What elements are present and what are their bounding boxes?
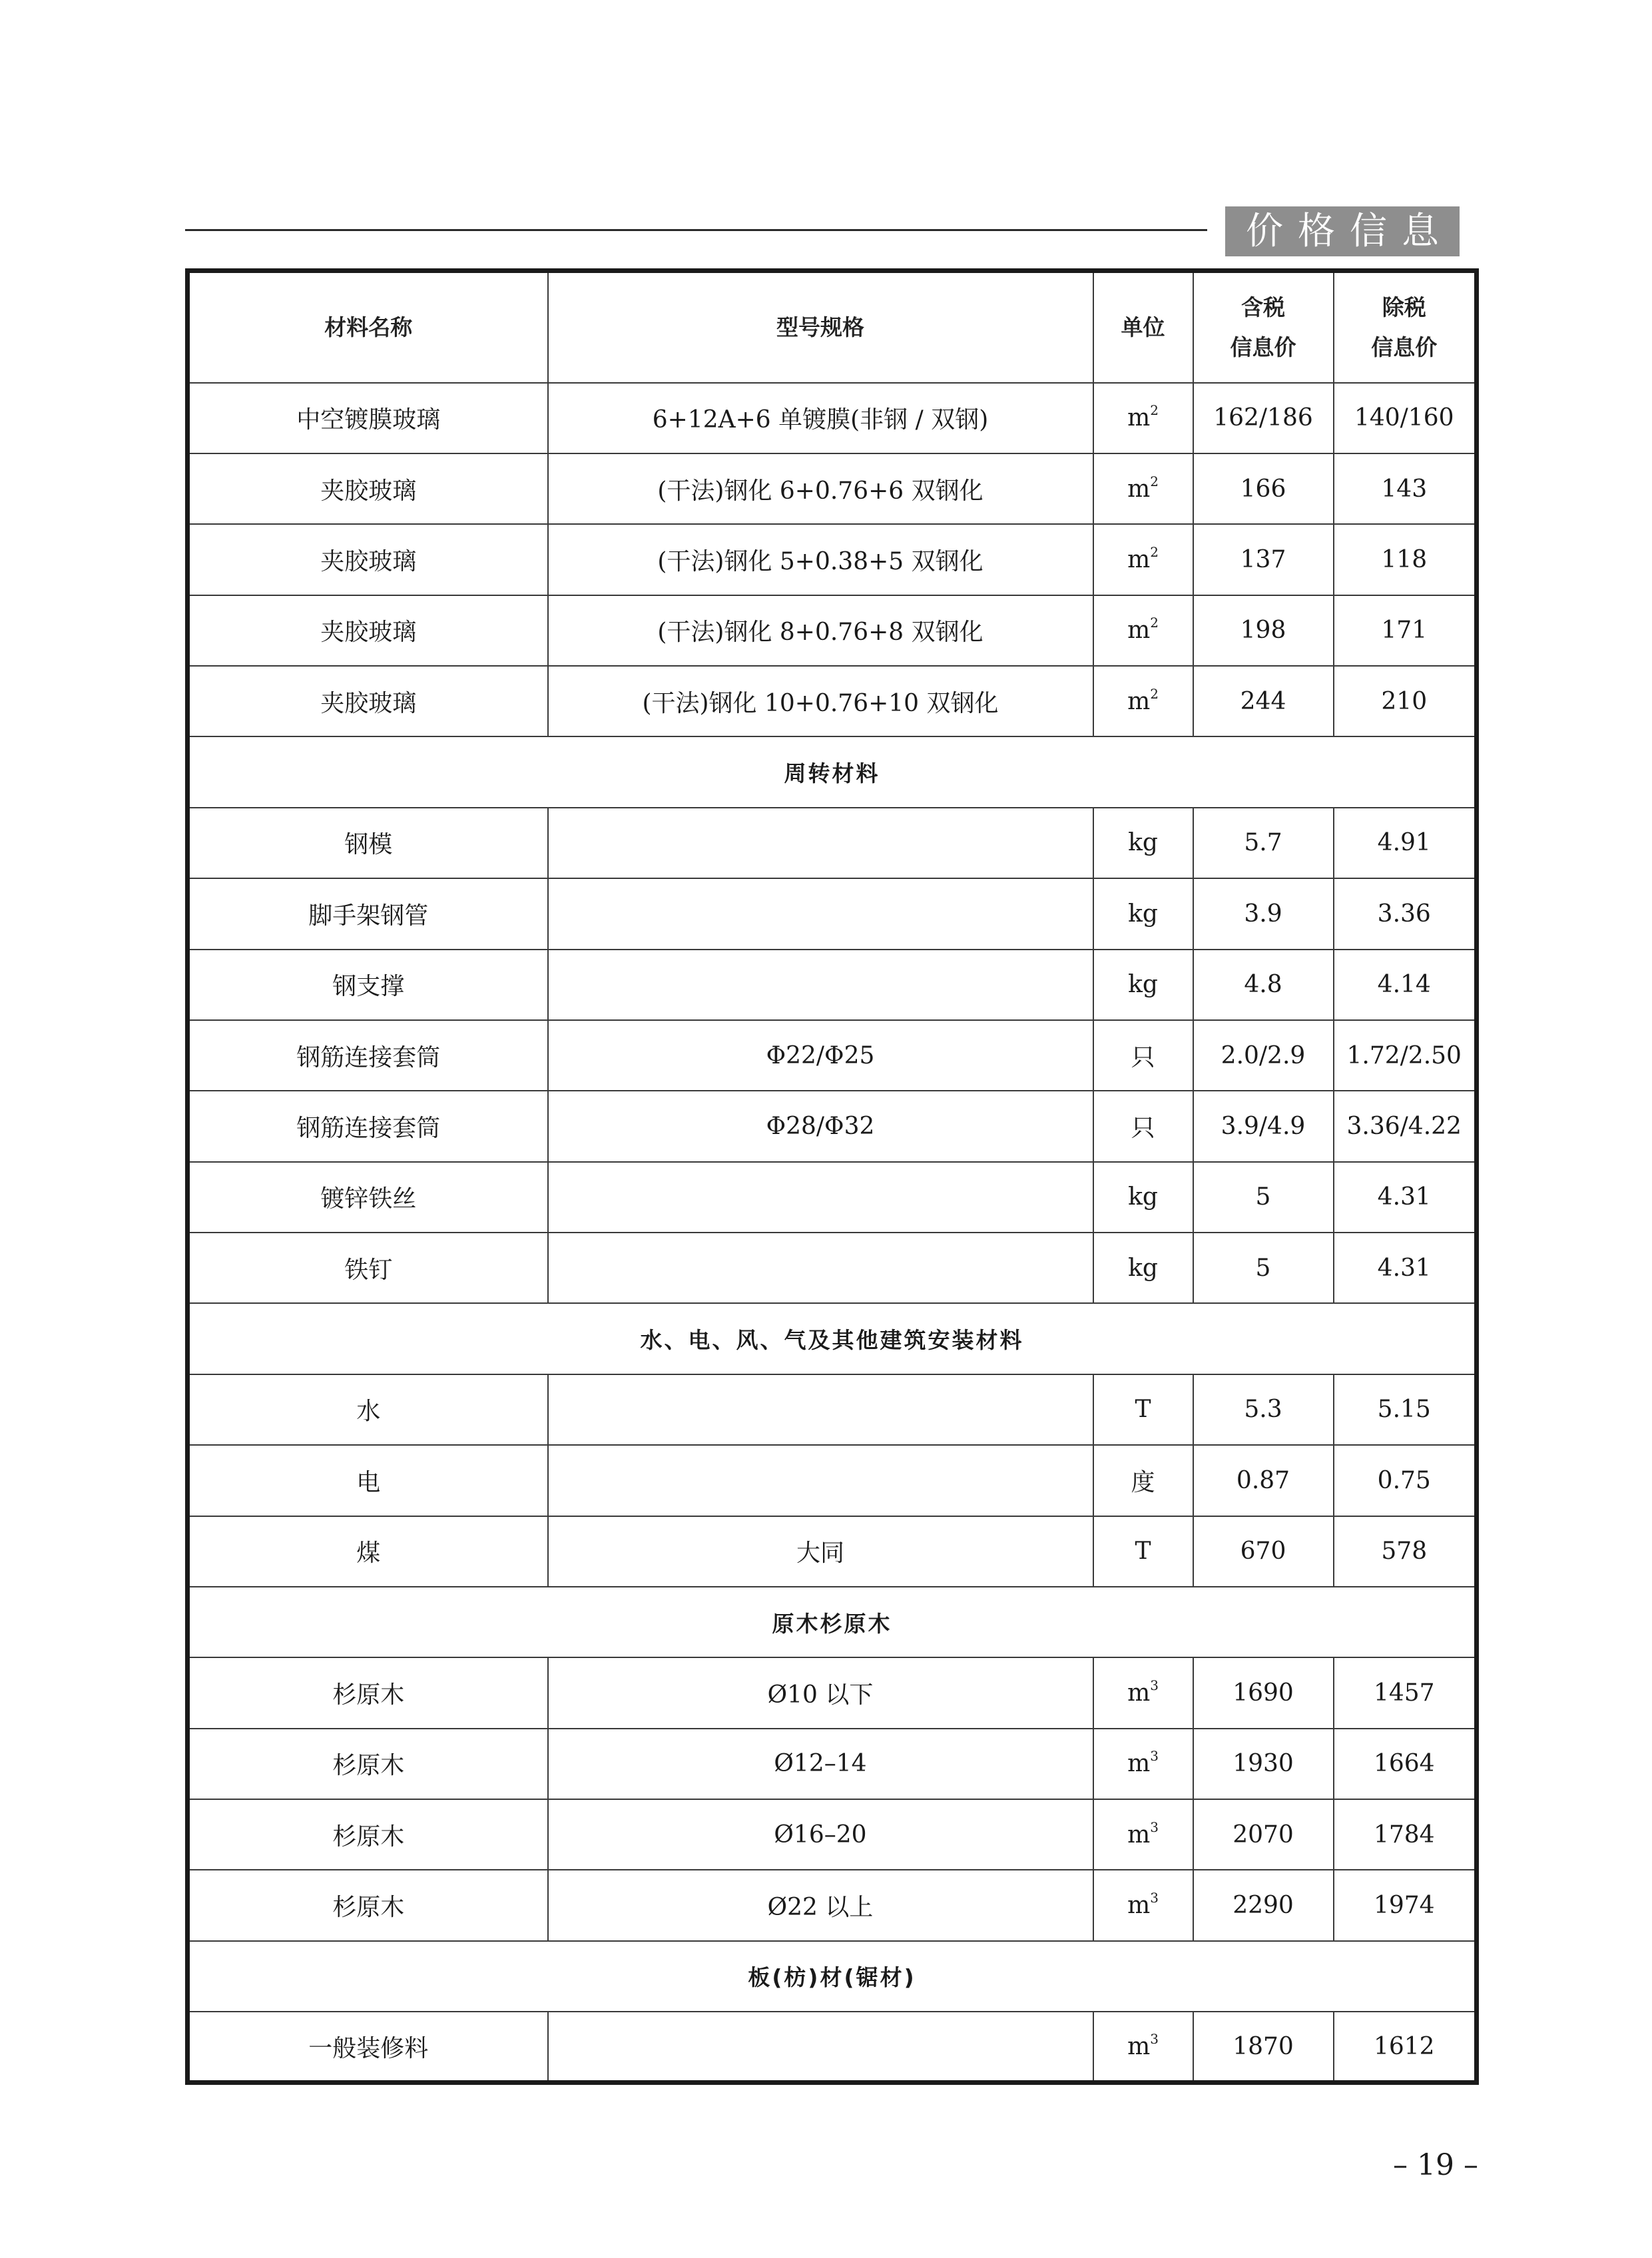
unit-exponent: 3	[1150, 1677, 1159, 1693]
cell-unit	[1093, 1020, 1193, 1091]
section-title: 周转材料	[188, 736, 1477, 807]
table-row	[188, 1516, 1477, 1587]
table-row	[188, 950, 1477, 1020]
table-row	[188, 595, 1477, 666]
section-header-row	[188, 1303, 1477, 1374]
cell-unit	[1093, 595, 1193, 666]
cell-unit	[1093, 453, 1193, 524]
col-header-notax-line2: 信息价	[1371, 334, 1438, 360]
cell-spec	[548, 1374, 1093, 1445]
cell-tax-price: 2.0/2.9	[1193, 1020, 1334, 1091]
unit-base: m	[1127, 1821, 1151, 1848]
cell-notax-price: 1612	[1334, 2012, 1477, 2082]
cell-spec	[548, 1162, 1093, 1233]
table-row	[188, 1870, 1477, 1940]
section-header-row	[188, 1941, 1477, 2012]
cell-unit	[1093, 878, 1193, 949]
table-row	[188, 878, 1477, 949]
cell-tax-price: 670	[1193, 1516, 1334, 1587]
cell-unit	[1093, 1162, 1193, 1233]
table-row	[188, 1091, 1477, 1161]
section-title: 原木杉原木	[188, 1587, 1477, 1657]
cell-spec: (干法)钢化 10+0.76+10 双钢化	[548, 666, 1093, 736]
unit-base: kg	[1128, 1254, 1158, 1282]
cell-spec: Φ22/Φ25	[548, 1020, 1093, 1091]
cell-tax-price: 4.8	[1193, 950, 1334, 1020]
unit-base: kg	[1128, 971, 1158, 999]
cell-unit	[1093, 524, 1193, 595]
cell-material-name: 煤	[188, 1516, 548, 1587]
cell-spec	[548, 878, 1093, 949]
cell-material-name: 夹胶玻璃	[188, 524, 548, 595]
cell-tax-price: 244	[1193, 666, 1334, 736]
cell-material-name: 脚手架钢管	[188, 878, 548, 949]
unit-base: T	[1135, 1538, 1151, 1565]
cell-material-name: 杉原木	[188, 1657, 548, 1728]
table-row	[188, 1657, 1477, 1728]
cell-spec	[548, 808, 1093, 878]
cell-material-name: 中空镀膜玻璃	[188, 383, 548, 453]
cell-unit	[1093, 383, 1193, 453]
section-title: 板(枋)材(锯材)	[188, 1941, 1477, 2012]
cell-spec: 大同	[548, 1516, 1093, 1587]
cell-spec	[548, 950, 1093, 1020]
col-header-notax-price	[1334, 271, 1477, 383]
section-header-row	[188, 1587, 1477, 1657]
cell-notax-price: 1.72/2.50	[1334, 1020, 1477, 1091]
cell-material-name: 镀锌铁丝	[188, 1162, 548, 1233]
unit-base: m	[1127, 1679, 1151, 1707]
cell-notax-price: 4.14	[1334, 950, 1477, 1020]
col-header-tax-line1: 含税	[1241, 294, 1285, 320]
cell-tax-price: 2070	[1193, 1799, 1334, 1870]
cell-tax-price: 1930	[1193, 1729, 1334, 1799]
cell-notax-price: 1664	[1334, 1729, 1477, 1799]
cell-spec	[548, 2012, 1093, 2082]
section-title: 水、电、风、气及其他建筑安装材料	[188, 1303, 1477, 1374]
cell-tax-price: 2290	[1193, 1870, 1334, 1940]
col-header-name: 材料名称	[188, 271, 548, 383]
cell-notax-price: 3.36	[1334, 878, 1477, 949]
cell-notax-price: 210	[1334, 666, 1477, 736]
cell-unit	[1093, 1374, 1193, 1445]
page-number: – 19 –	[1393, 2148, 1478, 2182]
cell-unit	[1093, 666, 1193, 736]
cell-material-name: 钢筋连接套筒	[188, 1091, 548, 1161]
table-row	[188, 1020, 1477, 1091]
cell-notax-price: 1974	[1334, 1870, 1477, 1940]
unit-base: m	[1127, 404, 1151, 432]
cell-notax-price: 140/160	[1334, 383, 1477, 453]
cell-tax-price: 5.7	[1193, 808, 1334, 878]
cell-unit	[1093, 1729, 1193, 1799]
cell-material-name: 铁钉	[188, 1233, 548, 1303]
unit-base: m	[1127, 1750, 1151, 1778]
cell-tax-price: 5.3	[1193, 1374, 1334, 1445]
cell-spec	[548, 1445, 1093, 1516]
cell-notax-price: 3.36/4.22	[1334, 1091, 1477, 1161]
unit-exponent: 2	[1150, 685, 1159, 702]
unit-base: m	[1127, 687, 1151, 715]
cell-tax-price: 137	[1193, 524, 1334, 595]
cell-notax-price: 4.91	[1334, 808, 1477, 878]
cell-notax-price: 143	[1334, 453, 1477, 524]
cell-unit	[1093, 950, 1193, 1020]
unit-base: m	[1127, 545, 1151, 573]
unit-base: m	[1127, 1892, 1151, 1920]
cell-spec: Φ28/Φ32	[548, 1091, 1093, 1161]
table-row	[188, 1162, 1477, 1233]
cell-material-name: 一般装修料	[188, 2012, 548, 2082]
cell-unit	[1093, 1445, 1193, 1516]
section-header-row	[188, 736, 1477, 807]
cell-spec: Ø16–20	[548, 1799, 1093, 1870]
cell-notax-price: 4.31	[1334, 1233, 1477, 1303]
table-row	[188, 808, 1477, 878]
cell-tax-price: 198	[1193, 595, 1334, 666]
cell-material-name: 杉原木	[188, 1729, 548, 1799]
col-header-tax-line2: 信息价	[1230, 334, 1296, 360]
unit-base: 只	[1131, 1114, 1155, 1142]
cell-tax-price: 5	[1193, 1162, 1334, 1233]
cell-spec: 6+12A+6 单镀膜(非钢 / 双钢)	[548, 383, 1093, 453]
cell-material-name: 夹胶玻璃	[188, 595, 548, 666]
table-row	[188, 2012, 1477, 2082]
cell-notax-price: 578	[1334, 1516, 1477, 1587]
unit-exponent: 3	[1150, 1890, 1159, 1906]
unit-base: T	[1135, 1396, 1151, 1424]
cell-unit	[1093, 1870, 1193, 1940]
cell-unit	[1093, 2012, 1193, 2082]
cell-tax-price: 162/186	[1193, 383, 1334, 453]
unit-base: m	[1127, 617, 1151, 645]
table-row	[188, 666, 1477, 736]
unit-exponent: 3	[1150, 1819, 1159, 1835]
col-header-spec: 型号规格	[548, 271, 1093, 383]
cell-material-name: 钢模	[188, 808, 548, 878]
unit-exponent: 2	[1150, 615, 1159, 631]
unit-base: 只	[1131, 1043, 1155, 1071]
table-header-row	[188, 271, 1477, 383]
table-row	[188, 453, 1477, 524]
col-header-tax-price	[1193, 271, 1334, 383]
unit-exponent: 3	[1150, 1748, 1159, 1765]
unit-base: kg	[1128, 1183, 1158, 1211]
cell-notax-price: 171	[1334, 595, 1477, 666]
table-row	[188, 1374, 1477, 1445]
cell-tax-price: 166	[1193, 453, 1334, 524]
col-header-notax-line1: 除税	[1382, 294, 1426, 320]
unit-base: 度	[1131, 1468, 1155, 1496]
cell-tax-price: 5	[1193, 1233, 1334, 1303]
cell-material-name: 杉原木	[188, 1799, 548, 1870]
cell-unit	[1093, 1516, 1193, 1587]
unit-exponent: 2	[1150, 402, 1159, 419]
cell-material-name: 钢支撑	[188, 950, 548, 1020]
cell-tax-price: 1870	[1193, 2012, 1334, 2082]
cell-tax-price: 0.87	[1193, 1445, 1334, 1516]
cell-unit	[1093, 1233, 1193, 1303]
cell-material-name: 水	[188, 1374, 548, 1445]
cell-unit	[1093, 1657, 1193, 1728]
cell-material-name: 杉原木	[188, 1870, 548, 1940]
unit-base: m	[1127, 2032, 1151, 2060]
table-row	[188, 1445, 1477, 1516]
section-title-tab: 价格信息	[1225, 206, 1460, 256]
cell-spec	[548, 1233, 1093, 1303]
cell-notax-price: 1457	[1334, 1657, 1477, 1728]
table-row	[188, 383, 1477, 453]
table-row	[188, 524, 1477, 595]
unit-exponent: 2	[1150, 543, 1159, 560]
cell-unit	[1093, 808, 1193, 878]
price-table	[185, 268, 1479, 2085]
unit-base: m	[1127, 475, 1151, 503]
cell-tax-price: 1690	[1193, 1657, 1334, 1728]
cell-spec: Ø22 以上	[548, 1870, 1093, 1940]
unit-base: kg	[1128, 900, 1158, 928]
cell-unit	[1093, 1799, 1193, 1870]
cell-material-name: 电	[188, 1445, 548, 1516]
cell-notax-price: 1784	[1334, 1799, 1477, 1870]
cell-tax-price: 3.9/4.9	[1193, 1091, 1334, 1161]
cell-notax-price: 4.31	[1334, 1162, 1477, 1233]
unit-base: kg	[1128, 829, 1158, 857]
cell-spec: Ø12–14	[548, 1729, 1093, 1799]
unit-exponent: 3	[1150, 2030, 1159, 2047]
cell-material-name: 夹胶玻璃	[188, 666, 548, 736]
cell-spec: (干法)钢化 6+0.76+6 双钢化	[548, 453, 1093, 524]
table-body	[188, 383, 1477, 2083]
cell-spec: (干法)钢化 8+0.76+8 双钢化	[548, 595, 1093, 666]
cell-tax-price: 3.9	[1193, 878, 1334, 949]
cell-material-name: 钢筋连接套筒	[188, 1020, 548, 1091]
cell-spec: (干法)钢化 5+0.38+5 双钢化	[548, 524, 1093, 595]
cell-unit	[1093, 1091, 1193, 1161]
table-row	[188, 1729, 1477, 1799]
header-rule	[185, 229, 1207, 231]
cell-spec: Ø10 以下	[548, 1657, 1093, 1728]
cell-notax-price: 0.75	[1334, 1445, 1477, 1516]
cell-material-name: 夹胶玻璃	[188, 453, 548, 524]
table-row	[188, 1799, 1477, 1870]
cell-notax-price: 5.15	[1334, 1374, 1477, 1445]
col-header-unit: 单位	[1093, 271, 1193, 383]
table-row	[188, 1233, 1477, 1303]
cell-notax-price: 118	[1334, 524, 1477, 595]
unit-exponent: 2	[1150, 473, 1159, 489]
